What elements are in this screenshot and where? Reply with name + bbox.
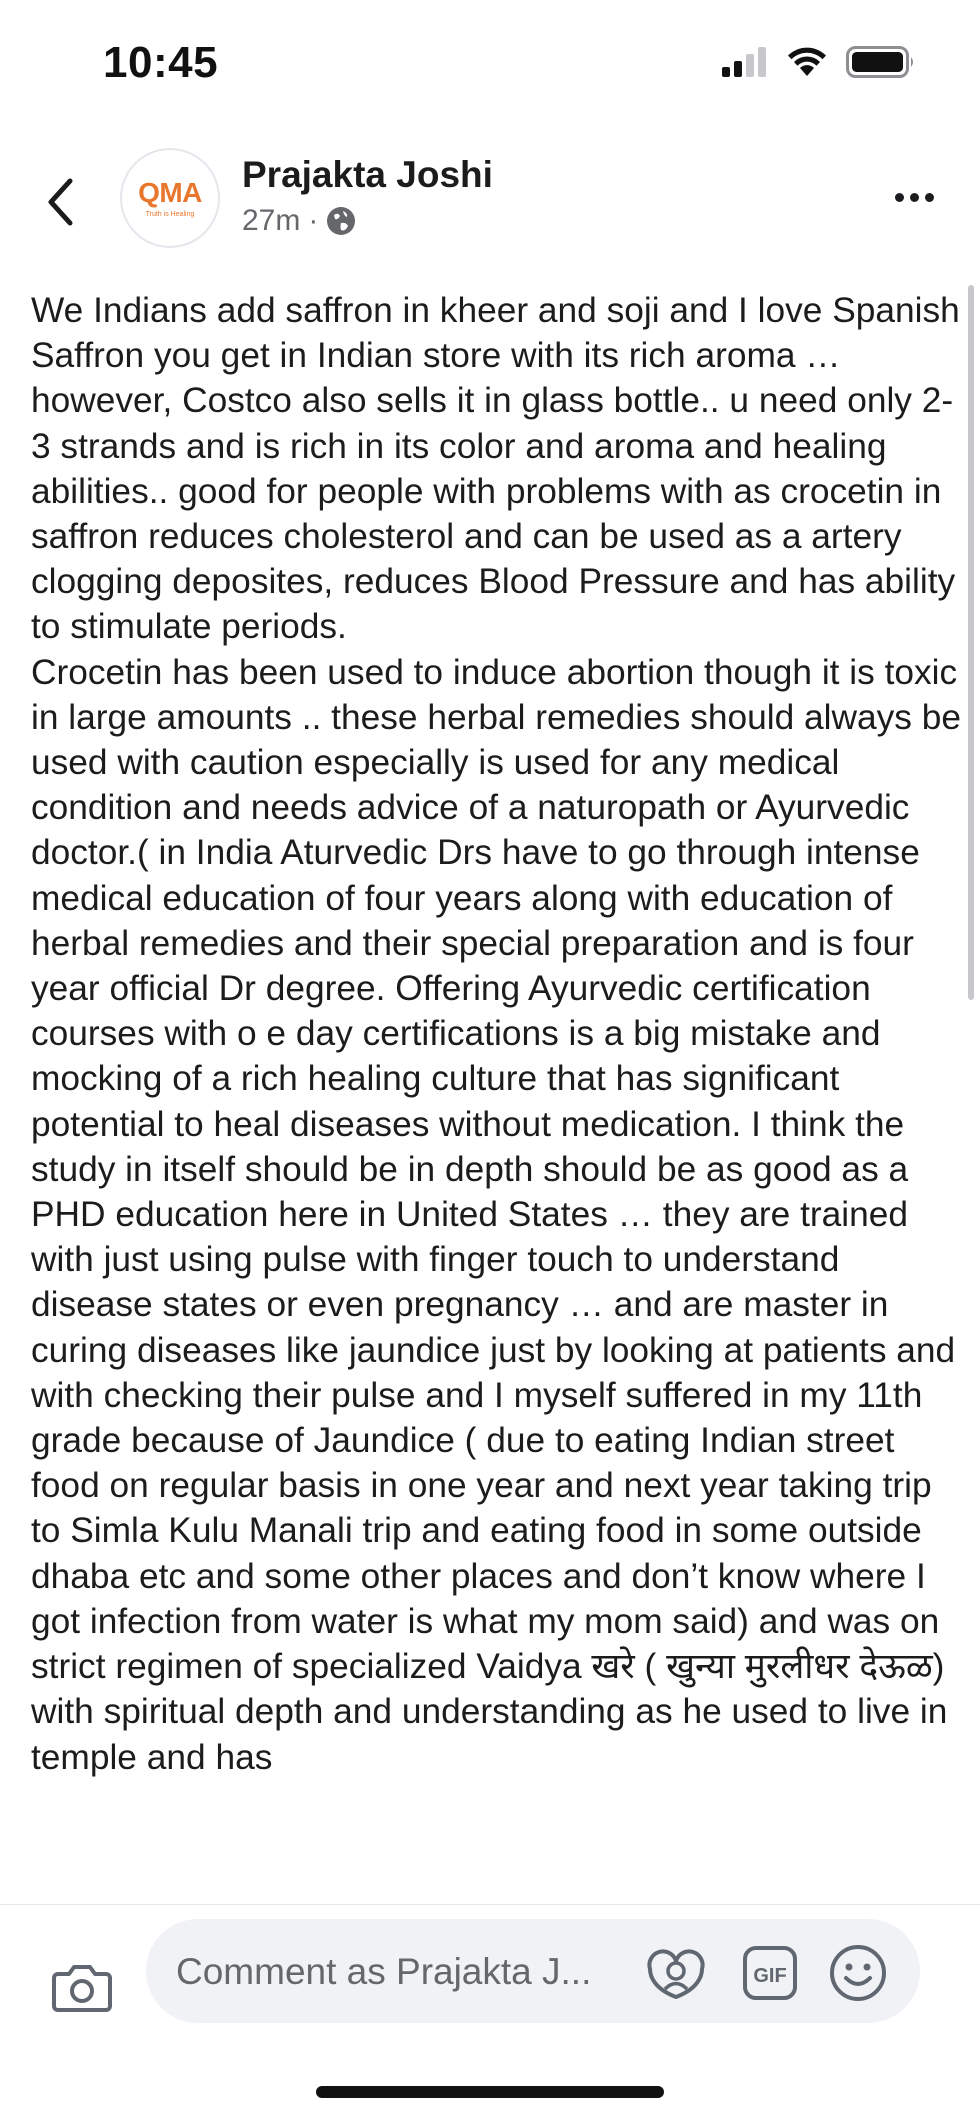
status-bar bbox=[0, 0, 980, 130]
wifi-icon bbox=[786, 47, 828, 77]
avatar-logo-text: QMA bbox=[138, 176, 202, 208]
avatar-tagline: Truth is Healing bbox=[145, 210, 195, 218]
gif-label: GIF bbox=[753, 1965, 787, 1987]
back-button[interactable] bbox=[36, 172, 84, 232]
smiley-emoji-icon bbox=[829, 1944, 887, 2002]
status-icons bbox=[722, 46, 916, 78]
status-time: 10:45 bbox=[103, 38, 219, 87]
home-indicator[interactable] bbox=[316, 2086, 664, 2098]
post-text: We Indians add saffron in kheer and soji and I love Spanish Saffron you get in Indian store with its rich aroma … however, Costco also sells it in glass bottle.. u need only 2-3 strands and is rich in its color and aroma and healing abilities.. good for people with problems with as crocetin in saffron reduces cholesterol and can be used as a artery clogging deposites, reduces Blood Pressure and has ability to stimulate periods. Crocetin has been used to induce abortion though it is toxic in large amounts .. these herbal remedies should always be used with caution especially is used for any medical condition and needs advice of a naturopath or Ayurvedic doctor.( in India Aturvedic Drs have to go through intense medical education of four years along with education of herbal remedies and their special preparation and is four year official Dr degree. Offering Ayurvedic certification courses with o e day certifications is a big mistake and mocking of a rich healing culture that has significant potential to heal diseases without medication. I think the study in itself should be in depth should be as good as a PHD education here in United States … they are trained with just using pulse with finger touch to understand disease states or even pregnancy … and are master in curing diseases like jaundice just by looking at patients and with checking their pulse and I myself suffered in my 11th grade because of Jaundice ( due to eating Indian street food on regular basis in one year and next year taking trip to Simla Kulu Manali trip and eating food in some outside dhaba etc and some other places and don’t know where I got infection from water is what my mom said) and was on strict regimen of specialized Vaidya खरे ( खुन्या मुरलीधर देऊळ) with spiritual depth and understanding as he used to live in temple and has bbox=[31, 291, 961, 1777]
post-header bbox=[0, 140, 980, 260]
scrollbar[interactable] bbox=[968, 285, 974, 1000]
gif-icon bbox=[742, 1945, 798, 2001]
comment-placeholder: Comment as Prajakta J... bbox=[176, 1951, 592, 1992]
avatar-sticker-icon bbox=[647, 1945, 705, 2001]
camera-icon bbox=[52, 1962, 112, 2012]
post-meta bbox=[242, 204, 356, 238]
avatar-sticker-button[interactable] bbox=[646, 1943, 706, 2003]
chevron-left-icon bbox=[46, 178, 74, 226]
author-avatar[interactable] bbox=[120, 148, 220, 248]
gif-button[interactable] bbox=[740, 1943, 800, 2003]
battery-icon bbox=[846, 46, 916, 78]
author-name[interactable]: Prajakta Joshi bbox=[242, 154, 493, 195]
cellular-signal-icon bbox=[722, 47, 768, 77]
globe-icon[interactable] bbox=[326, 206, 356, 236]
comment-input[interactable] bbox=[146, 1919, 920, 2023]
post-timestamp[interactable]: 27m bbox=[242, 204, 301, 237]
more-options-button[interactable] bbox=[884, 182, 944, 212]
emoji-button[interactable] bbox=[828, 1943, 888, 2003]
more-horizontal-icon bbox=[895, 193, 904, 202]
meta-separator: · bbox=[308, 204, 319, 237]
camera-button[interactable] bbox=[50, 1955, 114, 2019]
